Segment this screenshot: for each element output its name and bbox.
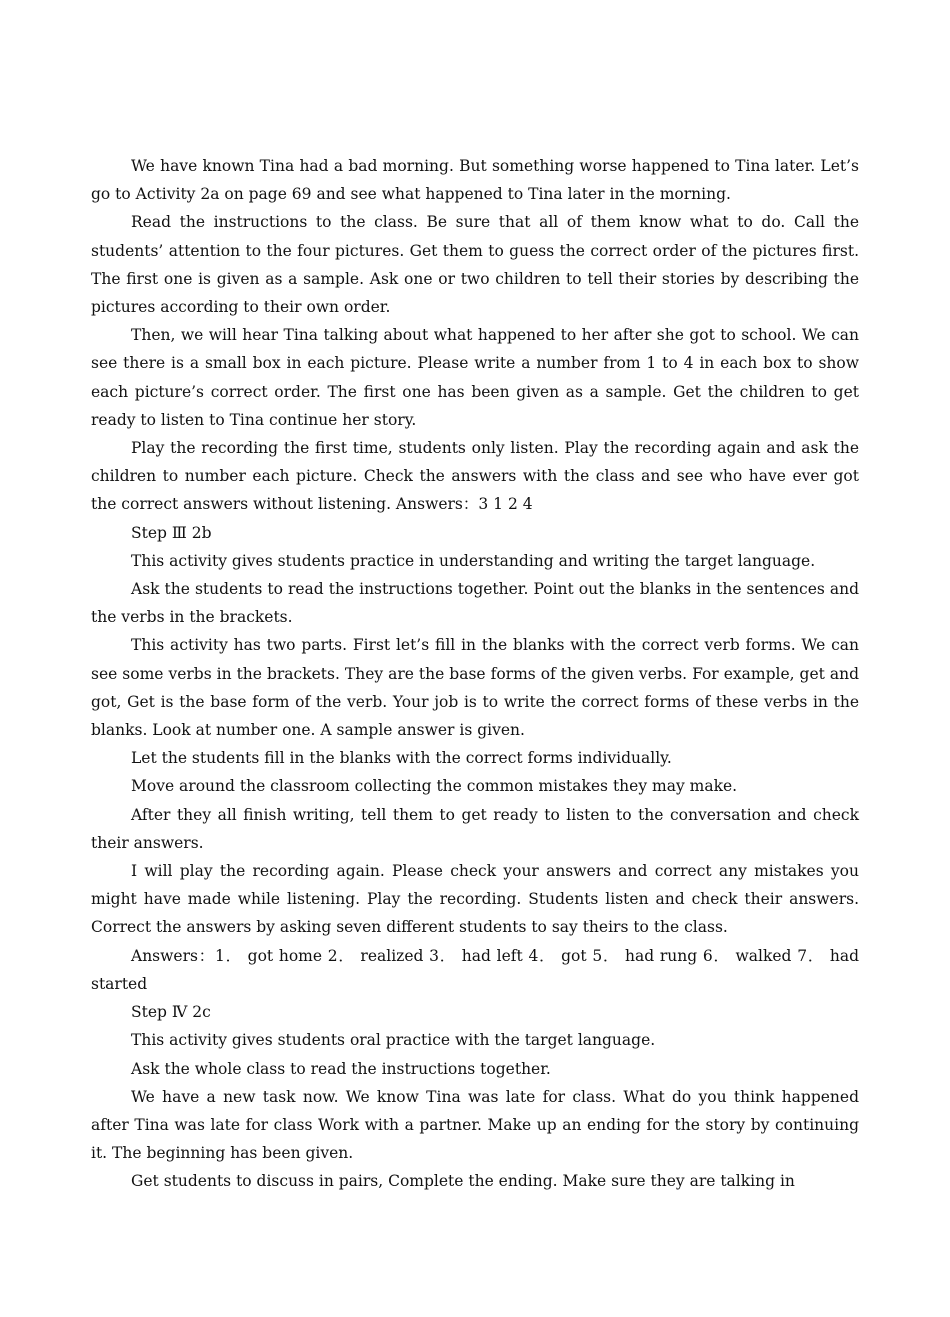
paragraph-fill-blanks: Let the students fill in the blanks with the correct forms individually. [131, 749, 672, 768]
paragraph-instructions: Read the instructions to the class. Be sure that all of them know what to do. Call the students’ attention to the four pictures. Get them to guess the correct order of the pictures first. The first one is given as a sample. Ask one or two children to tell their stories by describing the pictures according to their own order. [91, 213, 859, 317]
paragraph-2c-instructions: Ask the whole class to read the instructions together. [131, 1059, 551, 1078]
paragraph-new-task: We have a new task now. We know Tina was late for class. What do you think happened after Tina was late for class Work with a partner. Make up an ending for the story by continuing it. The beginning has been given. [91, 1087, 859, 1163]
paragraph-2b-instructions: Ask the students to read the instructions together. Point out the blanks in the sentences and the verbs in the brackets. [91, 580, 859, 627]
paragraph-check-answers: After they all finish writing, tell them to get ready to listen to the conversation and check their answers. [91, 805, 859, 852]
document-body [91, 152, 859, 1196]
paragraph-collect-mistakes: Move around the classroom collecting the common mistakes they may make. [131, 777, 738, 796]
paragraph-play-again: I will play the recording again. Please check your answers and correct any mistakes you might have made while listening. Play the recording. Students listen and check their answers. Correct the answers by asking seven different students to say theirs to the class. [91, 862, 859, 937]
step-heading-2b: Step Ⅲ 2b [131, 523, 212, 542]
paragraph-2c-purpose: This activity gives students oral practice with the target language. [131, 1031, 656, 1050]
paragraph-2b-answers: Answers：1． got home 2． realized 3． had left 4． got 5． had rung 6． walked 7． had started [91, 946, 859, 993]
paragraph-intro: We have known Tina had a bad morning. But something worse happened to Tina later. Let’s go to Activity 2a on page 69 and see what happened to Tina later in the morning. [91, 157, 859, 204]
paragraph-2b-parts: This activity has two parts. First let’s fill in the blanks with the correct verb forms. We can see some verbs in the brackets. They are the base forms of the given verbs. For example, get and got, Get is the base form of the verb. Your job is to write the correct forms of these verbs in the blanks. Look at number one. A sample answer is given. [91, 636, 859, 740]
paragraph-discuss-pairs: Get students to discuss in pairs, Complete the ending. Make sure they are talking in [131, 1172, 795, 1191]
step-heading-2c: Step Ⅳ 2c [131, 1003, 211, 1022]
paragraph-listening-task: Then, we will hear Tina talking about what happened to her after she got to school. We can see there is a small box in each picture. Please write a number from 1 to 4 in each box to show each picture’s correct order. The first one has been given as a sample. Get the children to get ready to listen to Tina continue her story. [91, 326, 859, 429]
paragraph-play-recording: Play the recording the first time, students only listen. Play the recording again and ask the children to number each picture. Check the answers with the class and see who have ever got the correct answers without listening. Answers：3 1 2 4 [91, 439, 859, 514]
paragraph-2b-purpose: This activity gives students practice in understanding and writing the target language. [131, 551, 816, 570]
